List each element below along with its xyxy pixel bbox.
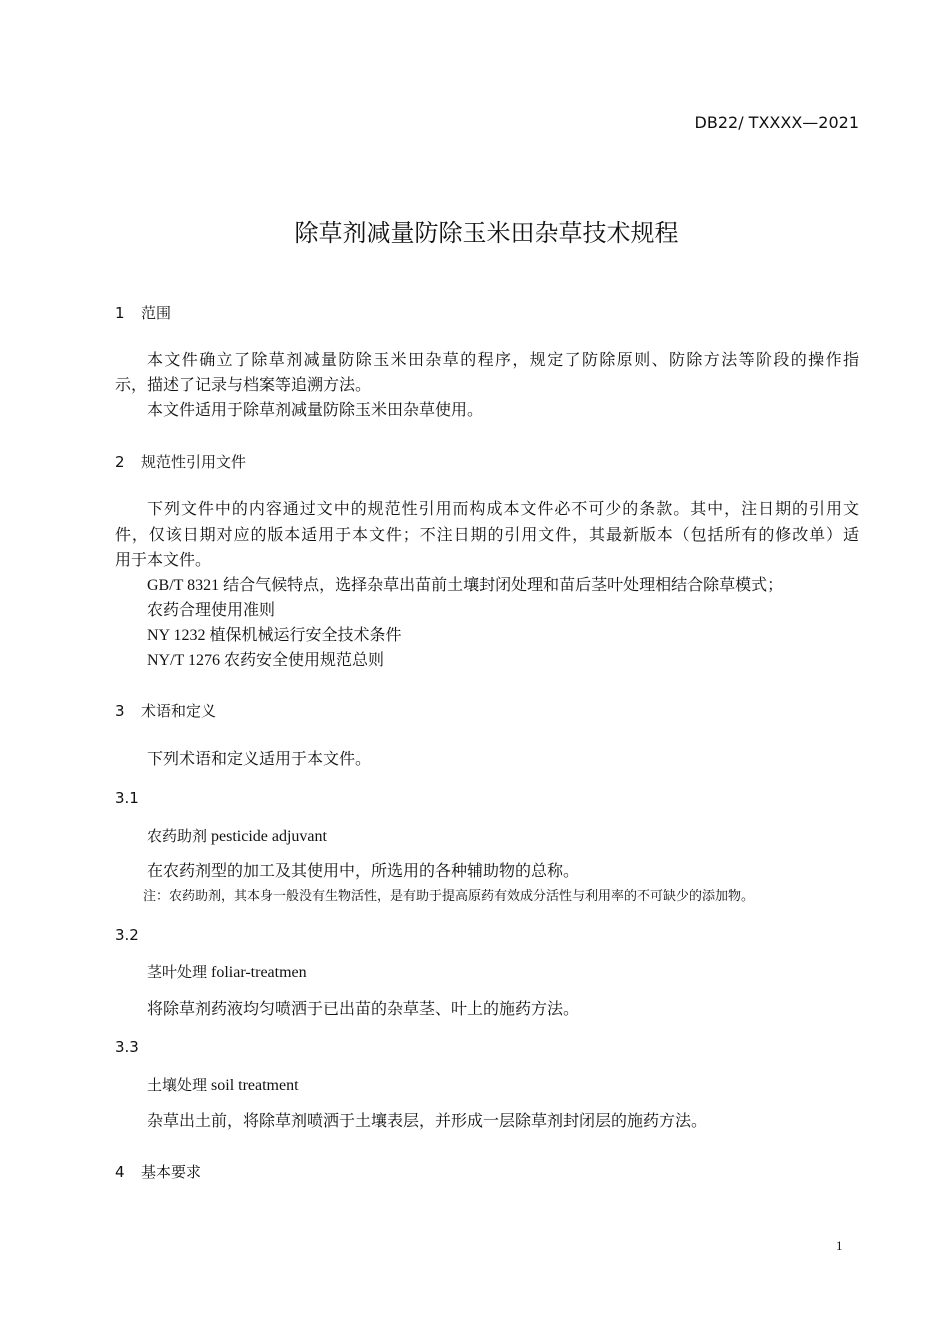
paragraph-line: 下列术语和定义适用于本文件。 <box>147 751 372 768</box>
term-en: pesticide adjuvant <box>211 828 327 845</box>
reference-item: GB/T 8321 结合气候特点，选择杂草出苗前土壤封闭处理和苗后茎叶处理相结合除草模式； <box>147 577 784 594</box>
term-en: foliar-treatmen <box>211 964 307 981</box>
paragraph-line: 示，描述了记录与档案等追溯方法。 <box>115 377 372 394</box>
term-number: 3.1 <box>115 789 139 807</box>
section-heading-2 <box>115 451 246 473</box>
term-en: soil treatment <box>211 1077 299 1094</box>
reference-item: 农药合理使用准则 <box>147 602 276 619</box>
section-heading-4 <box>115 1161 201 1183</box>
section-number: 3 <box>115 702 125 720</box>
paragraph-line: 用于本文件。 <box>115 552 212 569</box>
section-title: 规范性引用文件 <box>141 453 247 471</box>
section-number: 4 <box>115 1163 125 1181</box>
term-definition: 将除草剂药液均匀喷洒于已出苗的杂草茎、叶上的施药方法。 <box>147 1001 580 1018</box>
note-text: ：农药助剂，其本身一般没有生物活性，是有助于提高原药有效成分活性与利用率的不可缺少的添加物。 <box>156 888 755 903</box>
document-title: 除草剂减量防除玉米田杂草技术规程 <box>294 219 679 247</box>
term-cn: 农药助剂 <box>147 827 208 845</box>
term-title <box>147 1074 299 1097</box>
term-title <box>147 961 307 984</box>
note-label: 注 <box>143 889 157 904</box>
term-number: 3.2 <box>115 926 139 944</box>
section-title: 范围 <box>141 304 172 322</box>
section-title: 基本要求 <box>141 1163 202 1181</box>
reference-item: NY/T 1276 农药安全使用规范总则 <box>147 652 385 669</box>
reference-item: NY 1232 植保机械运行安全技术条件 <box>147 627 402 644</box>
section-title: 术语和定义 <box>141 702 217 720</box>
section-heading-1 <box>115 302 171 324</box>
section-heading-3 <box>115 700 216 722</box>
paragraph-line: 件，仅该日期对应的版本适用于本文件；不注日期的引用文件，其最新版本（包括所有的修改单）适 <box>115 527 859 544</box>
section-number: 2 <box>115 453 125 471</box>
term-number: 3.3 <box>115 1038 139 1056</box>
term-cn: 土壤处理 <box>147 1076 208 1094</box>
term-definition: 杂草出土前，将除草剂喷洒于土壤表层，并形成一层除草剂封闭层的施药方法。 <box>147 1113 708 1130</box>
section-number: 1 <box>115 304 125 322</box>
paragraph-line: 下列文件中的内容通过文中的规范性引用而构成本文件必不可少的条款。其中，注日期的引用文 <box>147 501 859 518</box>
term-note <box>143 885 754 908</box>
paragraph-line: 本文件确立了除草剂减量防除玉米田杂草的程序，规定了防除原则、防除方法等阶段的操作指 <box>147 352 859 369</box>
term-cn: 茎叶处理 <box>147 963 208 981</box>
page-number: 1 <box>836 1238 843 1253</box>
term-title <box>147 825 327 848</box>
paragraph-line: 本文件适用于除草剂减量防除玉米田杂草使用。 <box>147 402 484 419</box>
document-code: DB22/ TXXXX—2021 <box>694 113 859 132</box>
term-definition: 在农药剂型的加工及其使用中，所选用的各种辅助物的总称。 <box>147 863 580 880</box>
